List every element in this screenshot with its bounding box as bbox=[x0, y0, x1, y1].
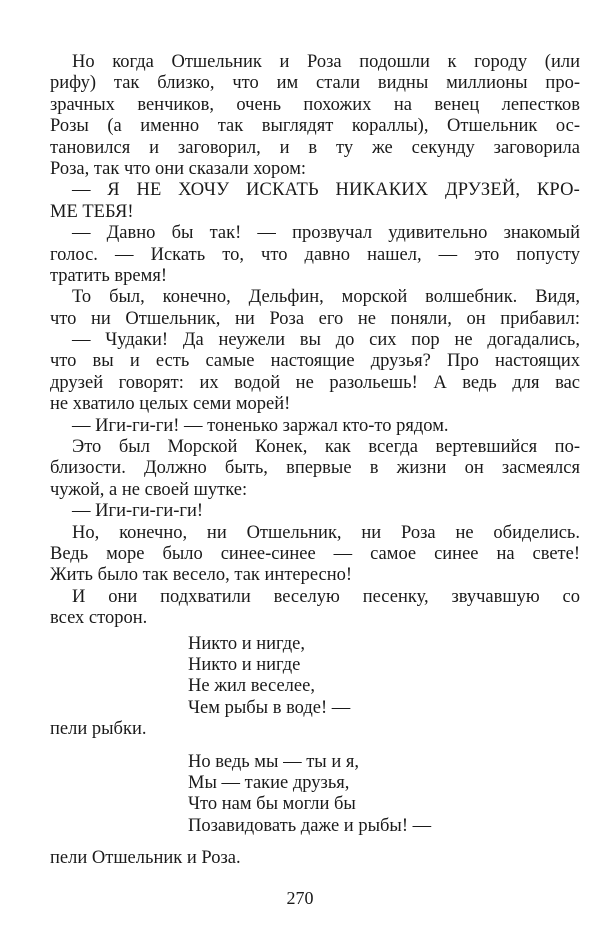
text-line: пели Отшельник и Роза. bbox=[50, 848, 241, 869]
verse-line: Что нам бы могли бы bbox=[188, 794, 356, 815]
text-line: — Чудаки! Да неужели вы до сих пор не догадались, bbox=[72, 330, 580, 351]
text-line: И они подхватили веселую песенку, звучавшую со bbox=[72, 586, 580, 607]
verse-line: Не жил веселее, bbox=[188, 676, 315, 697]
text-line: тратить время! bbox=[50, 265, 167, 286]
text-line: всех сторон. bbox=[50, 608, 148, 629]
verse-line: Позавидовать даже и рыбы! — bbox=[188, 815, 432, 836]
text-line: близости. Должно быть, впервые в жизни он засмеялся bbox=[50, 458, 580, 479]
text-line: Но когда Отшельник и Роза подошли к городу (или bbox=[72, 52, 580, 72]
verse-line: Чем рыбы в воде! — bbox=[188, 697, 351, 718]
verse-line: Никто и нигде, bbox=[188, 633, 305, 654]
text-line: чужой, а не своей шутке: bbox=[50, 479, 248, 500]
verse-line: Мы — такие друзья, bbox=[188, 772, 350, 793]
page-number: 270 bbox=[286, 888, 314, 908]
text-line: То был, конечно, Дельфин, морской волшебник. Видя, bbox=[72, 287, 580, 308]
text-line: Розы (а именно так выглядят кораллы), Отшельник ос- bbox=[50, 116, 580, 137]
text-line: пели рыбки. bbox=[50, 719, 147, 740]
text-line: Роза, так что они сказали хором: bbox=[50, 158, 307, 179]
text-line: — Давно бы так! — прозвучал удивительно знакомый bbox=[72, 223, 580, 244]
text-line: Ведь море было синее-синее — самое синее на свете! bbox=[50, 543, 580, 564]
text-line: Но, конечно, ни Отшельник, ни Роза не обиделись. bbox=[72, 522, 580, 543]
text-line: тановился и заговорил, и в ту же секунду заговорила bbox=[50, 137, 580, 158]
verse-line: Никто и нигде bbox=[188, 654, 301, 675]
verse-line: Но ведь мы — ты и я, bbox=[188, 751, 359, 772]
text-line: что вы и есть самые настоящие друзья? Про настоящих bbox=[50, 351, 580, 372]
text-line: друзей говорят: их водой не разольешь! А ведь для вас bbox=[50, 372, 580, 393]
text-line: не хватило целых семи морей! bbox=[50, 394, 291, 415]
text-line: рифу) так близко, что им стали видны миллионы про- bbox=[50, 73, 580, 94]
text-line: что ни Отшельник, ни Роза его не поняли, он прибавил: bbox=[50, 308, 580, 329]
text-line: — Иги-ги-ги-ги! bbox=[72, 501, 204, 522]
text-line: голос. — Искать то, что давно нашел, — это попусту bbox=[50, 244, 580, 265]
text-line: — Я НЕ ХОЧУ ИСКАТЬ НИКАКИХ ДРУЗЕЙ, КРО- bbox=[72, 180, 580, 201]
text-line: зрачных венчиков, очень похожих на венец лепестков bbox=[50, 94, 580, 115]
text-line: Жить было так весело, так интересно! bbox=[50, 565, 353, 586]
page-body-text bbox=[50, 52, 580, 869]
text-line: — Иги-ги-ги! — тоненько заржал кто-то рядом. bbox=[72, 415, 449, 436]
text-line: Это был Морской Конек, как всегда вертевшийся по- bbox=[72, 437, 580, 458]
text-line: МЕ ТЕБЯ! bbox=[50, 201, 134, 222]
